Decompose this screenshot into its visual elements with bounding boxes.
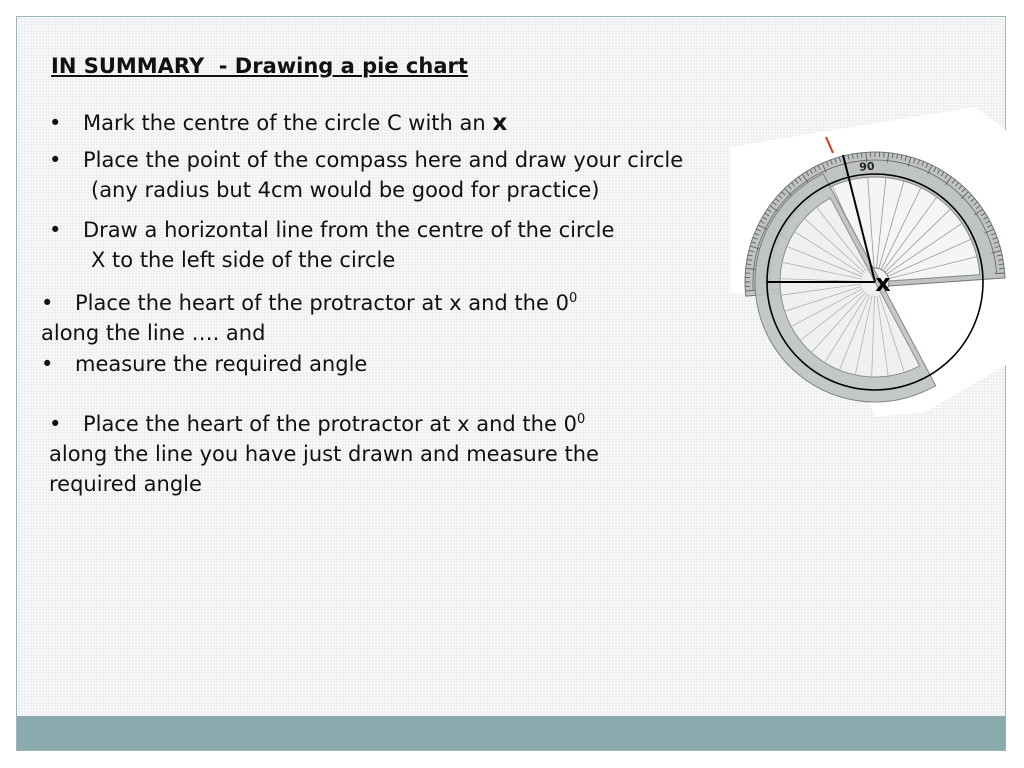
bullet-item-horizontal-line — [49, 215, 614, 275]
bullet-item-compass — [49, 145, 683, 205]
bullet-item-mark-centre — [49, 108, 507, 138]
slide — [16, 16, 1006, 751]
bullet-icon: • — [49, 148, 62, 172]
bullet-item-place-protractor-again — [49, 409, 599, 499]
bullet-text-line2: (any radius but 4cm would be good for practice) — [91, 178, 600, 202]
bullet-text-line2: along the line you have just drawn and measure the — [49, 442, 599, 466]
protractor-tick — [745, 282, 750, 283]
bullet-text-line2: along the line …. and — [41, 321, 266, 345]
bullet-text: Mark the centre of the circle C with an — [83, 111, 493, 135]
bullet-text-line1: Place the heart of the protractor at x and the 0 — [83, 412, 577, 436]
bullet-text-line1: Draw a horizontal line from the centre of the circle — [83, 218, 615, 242]
bullet-icon: • — [49, 218, 62, 242]
bullet-item-place-protractor — [41, 288, 577, 348]
protractor-tick — [875, 152, 876, 157]
bullet-icon: • — [41, 291, 54, 315]
protractor-tick — [870, 152, 871, 157]
protractor-tick — [999, 268, 1004, 269]
footer-bar — [17, 716, 1005, 750]
bullet-icon: • — [49, 111, 62, 135]
bullet-icon: • — [41, 352, 54, 376]
protractor-tick — [745, 277, 750, 278]
bullet-text-line2: X to the left side of the circle — [91, 248, 396, 272]
bullet-text: measure the required angle — [75, 352, 368, 376]
slide-title: IN SUMMARY - Drawing a pie chart — [51, 54, 468, 78]
bullet-icon: • — [49, 412, 62, 436]
protractor-90-label: 90 — [858, 159, 876, 174]
protractor-tick — [745, 286, 750, 287]
superscript: 0 — [568, 291, 578, 306]
superscript: 0 — [576, 412, 586, 427]
protractor-tick — [861, 153, 862, 158]
bullet-text-line1: Place the point of the compass here and draw your circle — [83, 148, 684, 172]
protractor-tick — [879, 152, 880, 157]
centre-x-mark: x — [875, 269, 891, 297]
bullet-item-measure-angle — [41, 349, 367, 379]
bullet-text-line1: Place the heart of the protractor at x and the 0 — [75, 291, 569, 315]
protractor-diagram-icon — [725, 107, 1024, 427]
x-mark-icon: x — [492, 110, 508, 136]
bullet-text-line3: required angle — [49, 472, 202, 496]
